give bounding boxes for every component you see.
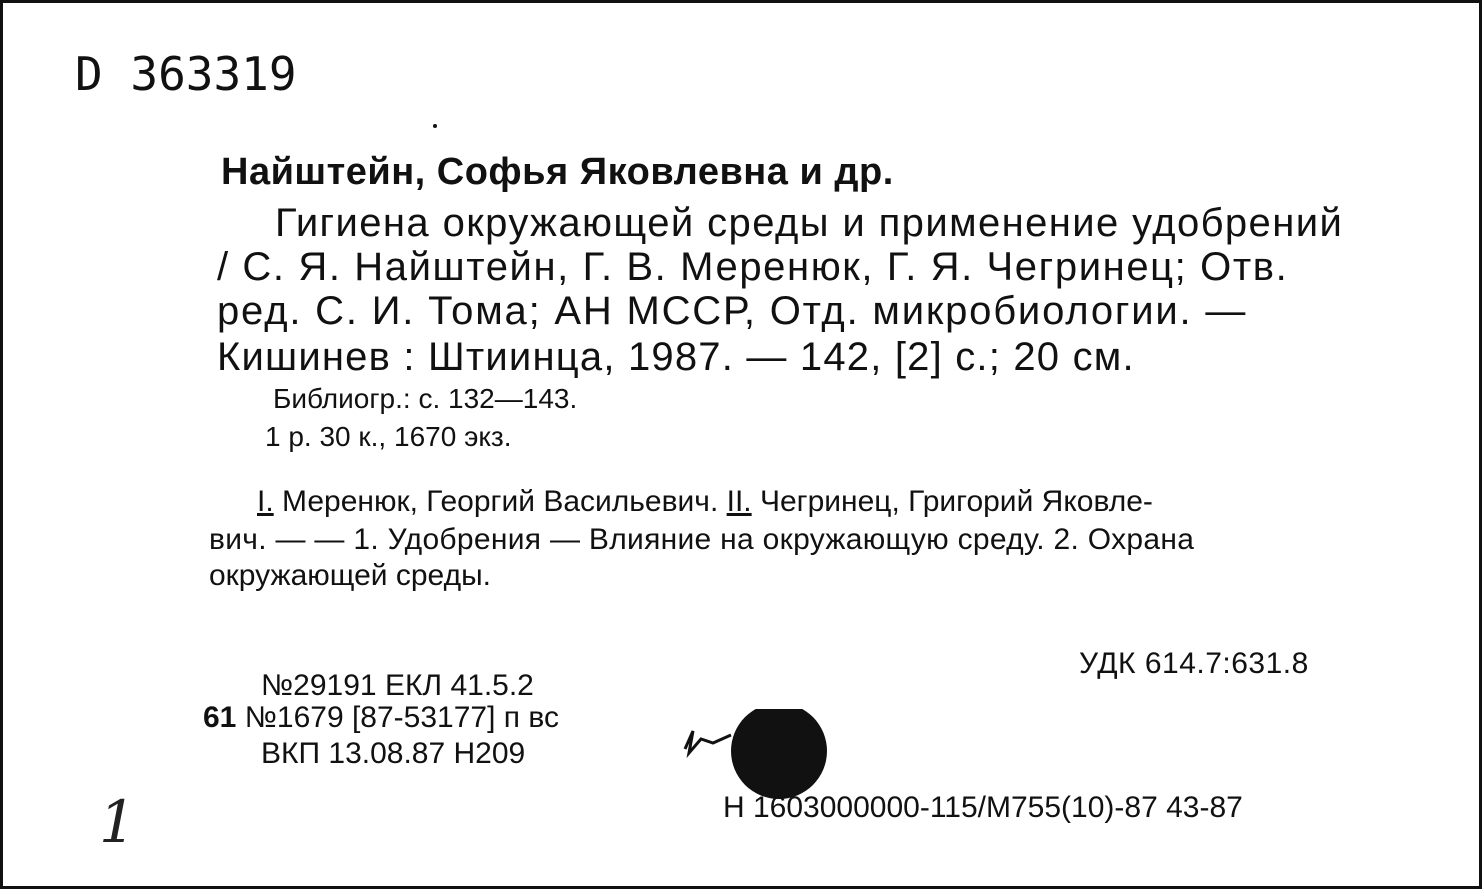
- isbn-code: Н 1603000000-115/М755(10)-87 43-87: [723, 791, 1243, 824]
- description-line-2: / С. Я. Найштейн, Г. В. Меренюк, Г. Я. Чегринец; Отв.: [217, 245, 1289, 289]
- punch-hole: [731, 709, 827, 799]
- tracing-mark-2: II.: [726, 485, 752, 518]
- speck: [433, 124, 437, 128]
- description-line-3: ред. С. И. Тома; АН МССР, Отд. микробиологии. —: [217, 289, 1248, 333]
- stamp-line-3: ВКП 13.08.87 Н209: [261, 737, 526, 770]
- description-line-4: Кишинев : Штиинца, 1987. — 142, [2] с.; 20 см.: [217, 335, 1135, 379]
- price-and-run: 1 р. 30 к., 1670 экз.: [265, 421, 512, 452]
- tracing-name-1: Меренюк, Георгий Васильевич.: [282, 485, 719, 518]
- stamp-line-1: №29191 ЕКЛ 41.5.2: [261, 669, 534, 702]
- tracing-line-1: [257, 487, 1153, 517]
- tracing-mark-1: I.: [257, 485, 274, 518]
- tracing-name-2: Чегринец, Григорий Яковле-: [759, 485, 1153, 518]
- handwritten-number: 1: [99, 788, 136, 856]
- tracing-line-3: окружающей среды.: [209, 559, 491, 592]
- tracing-line-2: вич. — — 1. Удобрения — Влияние на окружающую среду. 2. Охрана: [209, 523, 1195, 556]
- handwritten-initial: [685, 731, 731, 753]
- description-line-1: Гигиена окружающей среды и применение удобрений: [275, 201, 1344, 245]
- stamp-prefix: 61: [203, 701, 237, 734]
- bibliography-note: Библиогр.: с. 132—143.: [273, 383, 578, 414]
- udc-code: УДК 614.7:631.8: [1079, 647, 1309, 680]
- stamp-text: №1679 [87-53177] п вс: [244, 701, 559, 734]
- author-heading: Найштейн, Софья Яковлевна и др.: [221, 151, 894, 193]
- call-number: D 363319: [75, 47, 297, 101]
- stamp-line-2: [203, 703, 559, 733]
